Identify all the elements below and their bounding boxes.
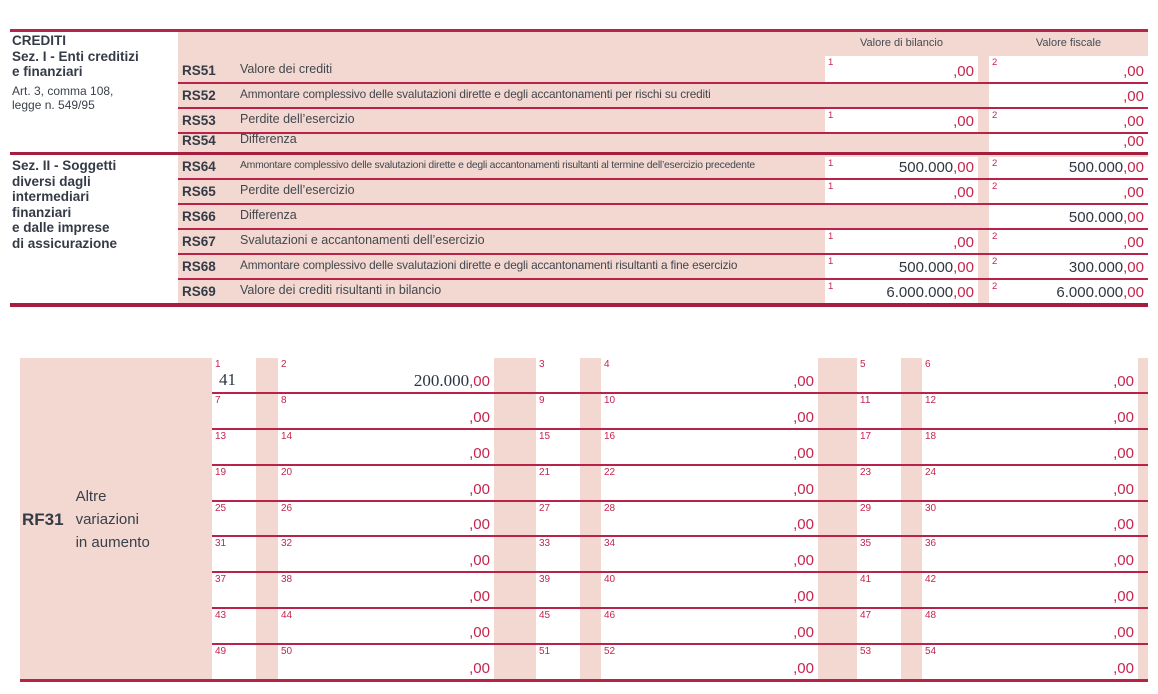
- rf31-field-36[interactable]: [922, 537, 1138, 571]
- row-code: RS67: [182, 234, 216, 249]
- field-value: ,00: [469, 445, 490, 462]
- row-RS53: [178, 107, 1148, 134]
- field-number-label: 25: [215, 503, 227, 514]
- rf31-grid-row: [212, 430, 1148, 466]
- field-box-RS51-1[interactable]: [825, 56, 978, 82]
- field-value: ,00: [1113, 660, 1134, 677]
- rf31-field-34[interactable]: [601, 537, 818, 571]
- field-value: 6.000.000,00: [886, 284, 974, 301]
- rf31-label-area: [20, 358, 212, 681]
- field-number-label: 15: [539, 431, 551, 442]
- field-value: ,00: [469, 409, 490, 426]
- field-number-label: 1: [828, 110, 834, 121]
- rf31-field-47[interactable]: [857, 609, 901, 643]
- table-top-rule: [10, 29, 1148, 32]
- row-RS64: [178, 155, 1148, 180]
- rf31-field-38[interactable]: [278, 573, 494, 607]
- field-number-label: 22: [604, 467, 616, 478]
- field-number-label: 12: [925, 395, 937, 406]
- field-box-RS68-2[interactable]: [989, 255, 1148, 278]
- row-description: Ammontare complessivo delle svalutazioni dirette e degli accantonamenti risultanti al termine dell’esercizio precedente: [240, 160, 755, 171]
- rf31-grid-row: [212, 466, 1148, 502]
- column-header-valore-di-bilancio: Valore di bilancio: [860, 37, 943, 49]
- field-number-label: 29: [860, 503, 872, 514]
- rf31-field-48[interactable]: [922, 609, 1138, 643]
- rf31-field-30[interactable]: [922, 502, 1138, 535]
- field-number-label: 1: [828, 158, 834, 169]
- field-number-label: 27: [539, 503, 551, 514]
- rf31-field-31[interactable]: [212, 537, 256, 571]
- section2-title-line: intermediari: [12, 189, 90, 204]
- rf31-grid-row: [212, 645, 1148, 681]
- rf31-field-44[interactable]: [278, 609, 494, 643]
- rf31-grid: [212, 358, 1148, 681]
- row-code: RS53: [182, 113, 216, 128]
- column-header-valore-fiscale: Valore fiscale: [1035, 37, 1102, 49]
- field-value: ,00: [1123, 234, 1144, 251]
- rf31-field-6[interactable]: [922, 358, 1138, 392]
- field-box-RS66-1[interactable]: [989, 205, 1148, 228]
- row-RS54: [178, 132, 1148, 154]
- field-number-label: 10: [604, 395, 616, 406]
- section2-title-line: di assicurazione: [12, 235, 118, 251]
- section1-title-line: CREDITI: [12, 33, 66, 48]
- rf31-field-40[interactable]: [601, 573, 818, 607]
- field-value: ,00: [469, 481, 490, 498]
- field-value: 300.000,00: [1068, 259, 1144, 276]
- field-value: ,00: [953, 234, 974, 251]
- rf31-field-23[interactable]: [857, 466, 901, 500]
- field-value: ,00: [793, 552, 814, 569]
- field-number-label: 4: [604, 359, 610, 370]
- rf31-field-39[interactable]: [536, 573, 580, 607]
- field-value: 500.000,00: [1068, 209, 1144, 226]
- field-value: 200.000,00: [413, 371, 490, 390]
- rf31-field-13[interactable]: [212, 430, 256, 464]
- field-value: ,00: [1113, 481, 1134, 498]
- field-number-label: 50: [281, 646, 293, 657]
- row-RS68: [178, 253, 1148, 280]
- field-number-label: 8: [281, 395, 287, 406]
- field-number-label: 18: [925, 431, 937, 442]
- field-value: ,00: [1123, 133, 1144, 150]
- field-box-RS68-1[interactable]: [825, 255, 978, 278]
- field-number-label: 49: [215, 646, 227, 657]
- rf31-field-17[interactable]: [857, 430, 901, 464]
- field-number-label: 2: [281, 359, 287, 370]
- field-number-label: 54: [925, 646, 937, 657]
- field-number-label: 3: [539, 359, 545, 370]
- row-code: RS69: [182, 284, 216, 299]
- section1-title-line: e finanziari: [12, 64, 83, 79]
- field-value: ,00: [469, 624, 490, 641]
- field-number-label: 1: [828, 181, 834, 192]
- rf31-field-26[interactable]: [278, 502, 494, 535]
- rf31-grid-row: [212, 394, 1148, 430]
- field-value: 500.000,00: [1068, 159, 1144, 176]
- field-number-label: 40: [604, 574, 616, 585]
- row-description: Valore dei crediti risultanti in bilancio: [240, 283, 442, 297]
- row-RS67: [178, 228, 1148, 255]
- row-description: Differenza: [240, 208, 297, 222]
- field-box-RS53-2[interactable]: [989, 109, 1148, 132]
- rf31-field-37[interactable]: [212, 573, 256, 607]
- row-RS66: [178, 203, 1148, 230]
- field-number-label: 33: [539, 538, 551, 549]
- rf31-field-10[interactable]: [601, 394, 818, 428]
- field-number-label: 38: [281, 574, 293, 585]
- field-value: ,00: [793, 481, 814, 498]
- field-box-RS65-2[interactable]: [989, 180, 1148, 203]
- section1-label: [12, 33, 178, 112]
- rf31-field-9[interactable]: [536, 394, 580, 428]
- rf31-field-12[interactable]: [922, 394, 1138, 428]
- row-RS69: [178, 278, 1148, 305]
- rf31-field-18[interactable]: [922, 430, 1138, 464]
- field-box-RS67-2[interactable]: [989, 230, 1148, 253]
- field-value: ,00: [953, 184, 974, 201]
- field-box-RS65-1[interactable]: [825, 180, 978, 203]
- rf31-row-description: Altre variazioni in aumento: [75, 488, 150, 551]
- field-box-RS67-1[interactable]: [825, 230, 978, 253]
- field-number-label: 21: [539, 467, 551, 478]
- row-code: RS68: [182, 259, 216, 274]
- field-number-label: 42: [925, 574, 937, 585]
- rf31-field-22[interactable]: [601, 466, 818, 500]
- rf31-field-51[interactable]: [536, 645, 580, 679]
- field-value: 500.000,00: [898, 259, 974, 276]
- rf31-field-28[interactable]: [601, 502, 818, 535]
- row-code: RS66: [182, 209, 216, 224]
- field-number-label: 46: [604, 610, 616, 621]
- rf31-field-43[interactable]: [212, 609, 256, 643]
- field-number-label: 13: [215, 431, 227, 442]
- field-value: ,00: [469, 552, 490, 569]
- field-number-label: 2: [992, 256, 998, 267]
- section1-subtitle-line: Art. 3, comma 108,: [12, 83, 114, 98]
- row-RS52: [178, 82, 1148, 109]
- field-number-label: 35: [860, 538, 872, 549]
- field-box-RS64-2[interactable]: [989, 157, 1148, 178]
- field-number-label: 34: [604, 538, 616, 549]
- rf31-row-code: RF31: [22, 509, 64, 529]
- rf31-field-20[interactable]: [278, 466, 494, 500]
- row-code: RS51: [182, 63, 216, 78]
- rf31-grid-row: [212, 358, 1148, 394]
- field-value: ,00: [469, 660, 490, 677]
- field-box-RS51-2[interactable]: [989, 56, 1148, 82]
- field-box-RS69-2[interactable]: [989, 280, 1148, 303]
- field-box-RS54-1[interactable]: [989, 134, 1148, 152]
- rf31-field-54[interactable]: [922, 645, 1138, 679]
- section2-title-line: diversi dagli: [12, 173, 91, 189]
- field-value: ,00: [1123, 184, 1144, 201]
- rf31-grid-row: [212, 537, 1148, 573]
- field-number-label: 45: [539, 610, 551, 621]
- field-number-label: 2: [992, 110, 998, 121]
- rf31-field-3[interactable]: [536, 358, 580, 392]
- rf31-field-5[interactable]: [857, 358, 901, 392]
- rf31-bottom-rule: [20, 679, 1148, 682]
- rf31-field-29[interactable]: [857, 502, 901, 535]
- rf31-field-46[interactable]: [601, 609, 818, 643]
- field-box-RS52-1[interactable]: [989, 84, 1148, 107]
- field-box-RS53-1[interactable]: [825, 109, 978, 132]
- field-number-label: 39: [539, 574, 551, 585]
- row-code: RS54: [182, 133, 216, 148]
- field-value: ,00: [793, 409, 814, 426]
- field-number-label: 11: [860, 395, 871, 406]
- rf31-field-52[interactable]: [601, 645, 818, 679]
- section-divider-rule: [10, 152, 1148, 155]
- row-code: RS64: [182, 159, 216, 174]
- field-number-label: 1: [828, 256, 834, 267]
- field-box-RS69-1[interactable]: [825, 280, 978, 303]
- rf31-field-7[interactable]: [212, 394, 256, 428]
- field-number-label: 1: [215, 359, 221, 370]
- field-value: ,00: [469, 588, 490, 605]
- rf31-field-33[interactable]: [536, 537, 580, 571]
- row-description: Perdite dell’esercizio: [240, 183, 355, 197]
- field-number-label: 30: [925, 503, 937, 514]
- rf31-field-24[interactable]: [922, 466, 1138, 500]
- field-number-label: 36: [925, 538, 937, 549]
- rf31-field-25[interactable]: [212, 502, 256, 535]
- row-description: Differenza: [240, 132, 297, 146]
- row-description: Valore dei crediti: [240, 62, 333, 76]
- rf31-field-42[interactable]: [922, 573, 1138, 607]
- section2-title-line: finanziari: [12, 204, 72, 220]
- field-number-label: 37: [215, 574, 227, 585]
- field-number-label: 2: [992, 281, 998, 292]
- rf31-field-11[interactable]: [857, 394, 901, 428]
- field-value: ,00: [793, 624, 814, 641]
- rf31-field-53[interactable]: [857, 645, 901, 679]
- section2-label: [12, 158, 178, 251]
- rf31-field-32[interactable]: [278, 537, 494, 571]
- field-value: ,00: [953, 113, 974, 130]
- rf31-field-14[interactable]: [278, 430, 494, 464]
- field-value: ,00: [1123, 63, 1144, 80]
- rf31-grid-row: [212, 502, 1148, 537]
- field-number-label: 2: [992, 231, 998, 242]
- section2-title-line: e dalle imprese: [12, 220, 110, 235]
- field-number-label: 51: [539, 646, 551, 657]
- field-number-label: 48: [925, 610, 937, 621]
- field-number-label: 6: [925, 359, 931, 370]
- field-number-label: 2: [992, 158, 998, 169]
- field-value: ,00: [1113, 552, 1134, 569]
- rf31-field-35[interactable]: [857, 537, 901, 571]
- field-value: ,00: [469, 516, 490, 533]
- field-value: ,00: [793, 516, 814, 533]
- table-bottom-rule: [10, 303, 1148, 307]
- field-number-label: 7: [215, 395, 221, 406]
- field-number-label: 44: [281, 610, 293, 621]
- field-box-RS64-1[interactable]: [825, 157, 978, 178]
- rf31-field-41[interactable]: [857, 573, 901, 607]
- field-number-label: 23: [860, 467, 872, 478]
- field-number-label: 16: [604, 431, 616, 442]
- field-value: ,00: [1113, 588, 1134, 605]
- field-number-label: 1: [828, 231, 834, 242]
- field-value: ,00: [1113, 516, 1134, 533]
- row-code: RS65: [182, 184, 216, 199]
- field-value: ,00: [793, 445, 814, 462]
- field-number-label: 32: [281, 538, 293, 549]
- field-number-label: 31: [215, 538, 227, 549]
- rf31-field-15[interactable]: [536, 430, 580, 464]
- field-number-label: 14: [281, 431, 293, 442]
- field-number-label: 24: [925, 467, 937, 478]
- field-number-label: 2: [992, 181, 998, 192]
- rf31-field-49[interactable]: [212, 645, 256, 679]
- section1-subtitle-line: legge n. 549/95: [12, 97, 95, 112]
- field-value: ,00: [1123, 88, 1144, 105]
- row-description: Svalutazioni e accantonamenti dell’esercizio: [240, 233, 485, 247]
- field-number-label: 47: [860, 610, 872, 621]
- rf31-field-2[interactable]: [278, 358, 494, 392]
- field-number-label: 2: [992, 57, 998, 68]
- field-number-label: 17: [860, 431, 872, 442]
- field-number-label: 1: [828, 57, 834, 68]
- field-number-label: 20: [281, 467, 293, 478]
- section1-title-line: Sez. I - Enti creditizi: [12, 48, 139, 64]
- row-code: RS52: [182, 88, 216, 103]
- field-value: ,00: [1113, 373, 1134, 390]
- rf31-field-45[interactable]: [536, 609, 580, 643]
- field-value: 41: [219, 370, 236, 389]
- field-number-label: 9: [539, 395, 545, 406]
- rf31-field-16[interactable]: [601, 430, 818, 464]
- field-value: ,00: [793, 373, 814, 390]
- field-number-label: 43: [215, 610, 227, 621]
- rf31-field-8[interactable]: [278, 394, 494, 428]
- field-value: ,00: [793, 660, 814, 677]
- row-description: Ammontare complessivo delle svalutazioni dirette e degli accantonamenti risultanti a fine esercizio: [240, 258, 738, 272]
- field-number-label: 52: [604, 646, 616, 657]
- rf31-field-21[interactable]: [536, 466, 580, 500]
- row-RS51: [178, 31, 1148, 84]
- field-number-label: 28: [604, 503, 616, 514]
- rf31-field-50[interactable]: [278, 645, 494, 679]
- field-value: ,00: [1113, 624, 1134, 641]
- field-value: 6.000.000,00: [1056, 284, 1144, 301]
- field-value: ,00: [1113, 409, 1134, 426]
- field-value: ,00: [1113, 445, 1134, 462]
- row-description: Ammontare complessivo delle svalutazioni dirette e degli accantonamenti per rischi su crediti: [240, 87, 711, 101]
- field-number-label: 5: [860, 359, 866, 370]
- field-value: 500.000,00: [898, 159, 974, 176]
- row-RS65: [178, 178, 1148, 205]
- section2-title-line: Sez. II - Soggetti: [12, 158, 117, 173]
- rf31-field-1[interactable]: [212, 358, 256, 392]
- rf31-grid-row: [212, 573, 1148, 609]
- rf31-grid-row: [212, 609, 1148, 645]
- rf31-field-19[interactable]: [212, 466, 256, 500]
- field-number-label: 19: [215, 467, 227, 478]
- field-value: ,00: [1123, 113, 1144, 130]
- field-number-label: 1: [828, 281, 834, 292]
- field-value: ,00: [793, 588, 814, 605]
- rf31-field-27[interactable]: [536, 502, 580, 535]
- field-value: ,00: [953, 63, 974, 80]
- field-number-label: 41: [860, 574, 872, 585]
- field-number-label: 26: [281, 503, 293, 514]
- field-number-label: 53: [860, 646, 872, 657]
- row-description: Perdite dell’esercizio: [240, 112, 355, 126]
- rf31-field-4[interactable]: [601, 358, 818, 392]
